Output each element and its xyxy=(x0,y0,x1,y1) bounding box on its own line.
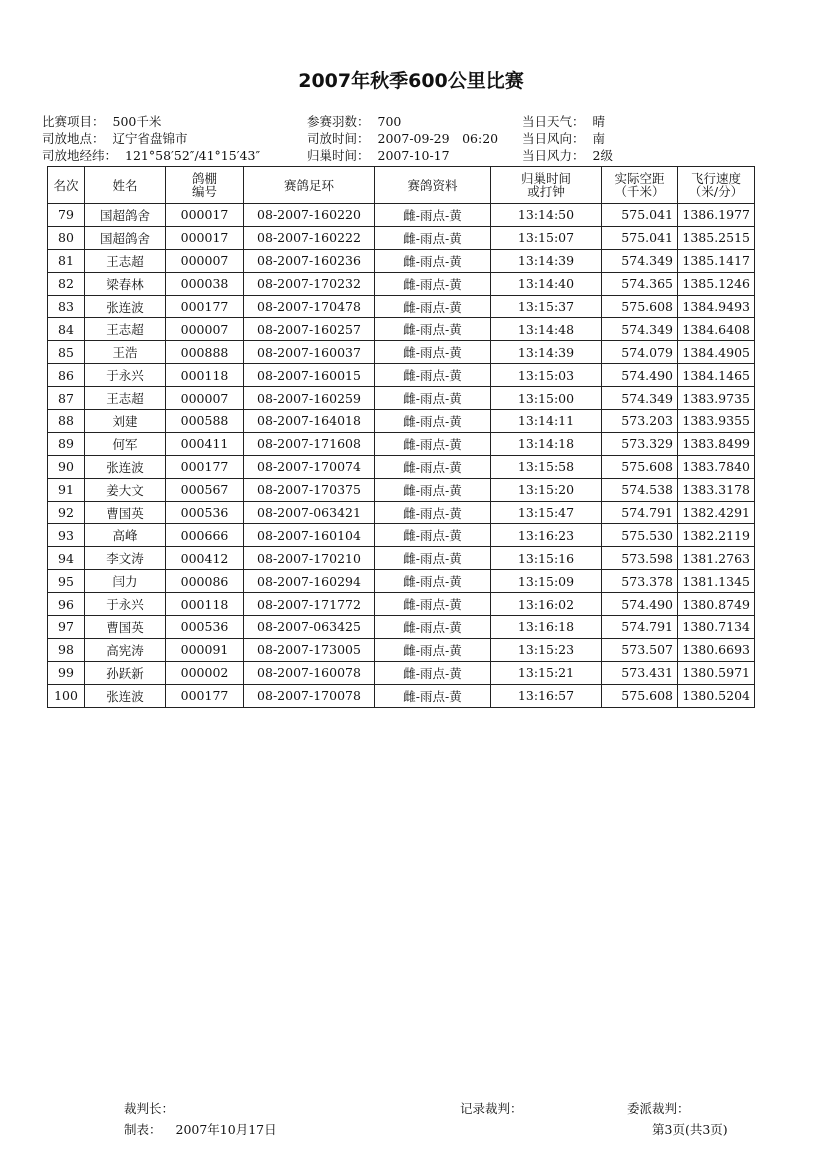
rank-cell: 92 xyxy=(48,501,85,524)
arrival-time-cell: 13:15:00 xyxy=(491,387,602,410)
table-row xyxy=(48,478,755,501)
table-row xyxy=(48,501,755,524)
bird-info-cell: 雌-雨点-黄 xyxy=(375,570,491,593)
bird-info-cell: 雌-雨点-黄 xyxy=(375,387,491,410)
table-row xyxy=(48,616,755,639)
arrival-time-cell: 13:15:07 xyxy=(491,226,602,249)
bird-info-cell: 雌-雨点-黄 xyxy=(375,204,491,227)
weather-info xyxy=(522,112,605,130)
rank-cell: 98 xyxy=(48,638,85,661)
table-row xyxy=(48,410,755,433)
arrival-time-cell: 13:14:39 xyxy=(491,249,602,272)
speed-cell: 1382.4291 xyxy=(678,501,755,524)
name-cell: 张连波 xyxy=(85,295,166,318)
name-cell: 张连波 xyxy=(85,684,166,707)
name-cell: 梁春林 xyxy=(85,272,166,295)
speed-cell: 1380.7134 xyxy=(678,616,755,639)
speed-cell: 1383.7840 xyxy=(678,455,755,478)
loft-id-cell: 000091 xyxy=(166,638,244,661)
distance-cell: 574.791 xyxy=(602,501,678,524)
table-row xyxy=(48,593,755,616)
speed-cell: 1381.2763 xyxy=(678,547,755,570)
name-cell: 王志超 xyxy=(85,249,166,272)
rank-cell: 80 xyxy=(48,226,85,249)
return-time-value: 2007-10-17 xyxy=(377,148,450,163)
name-cell: 高宪涛 xyxy=(85,638,166,661)
table-row xyxy=(48,570,755,593)
coords-value: 121°58′52″/41°15′43″ xyxy=(125,148,261,163)
weather-value: 晴 xyxy=(592,114,606,129)
results-table xyxy=(47,166,755,708)
speed-cell: 1380.6693 xyxy=(678,638,755,661)
table-row xyxy=(48,524,755,547)
distance-cell: 573.431 xyxy=(602,661,678,684)
name-cell: 于永兴 xyxy=(85,364,166,387)
bird-info-cell: 雌-雨点-黄 xyxy=(375,478,491,501)
distance-cell: 575.041 xyxy=(602,226,678,249)
ring-number-cell: 08-2007-171772 xyxy=(244,593,375,616)
ring-number-cell: 08-2007-170375 xyxy=(244,478,375,501)
arrival-time-cell: 13:15:37 xyxy=(491,295,602,318)
loft-id-cell: 000411 xyxy=(166,432,244,455)
arrival-time-cell: 13:14:39 xyxy=(491,341,602,364)
ring-number-cell: 08-2007-171608 xyxy=(244,432,375,455)
ring-number-cell: 08-2007-160257 xyxy=(244,318,375,341)
speed-cell: 1382.2119 xyxy=(678,524,755,547)
loft-id-cell: 000177 xyxy=(166,455,244,478)
entries-info xyxy=(307,112,401,130)
column-header: 赛鸽足环 xyxy=(244,167,375,204)
column-header: 鸽棚 编号 xyxy=(166,167,244,204)
bird-info-cell: 雌-雨点-黄 xyxy=(375,547,491,570)
name-cell: 高峰 xyxy=(85,524,166,547)
name-cell: 曹国英 xyxy=(85,616,166,639)
speed-cell: 1384.9493 xyxy=(678,295,755,318)
arrival-time-cell: 13:14:48 xyxy=(491,318,602,341)
table-row xyxy=(48,684,755,707)
speed-cell: 1383.9735 xyxy=(678,387,755,410)
wind-force-info xyxy=(522,146,613,164)
distance-cell: 573.507 xyxy=(602,638,678,661)
loft-id-cell: 000888 xyxy=(166,341,244,364)
rank-cell: 79 xyxy=(48,204,85,227)
bird-info-cell: 雌-雨点-黄 xyxy=(375,272,491,295)
column-header: 实际空距 （千米） xyxy=(602,167,678,204)
ring-number-cell: 08-2007-063421 xyxy=(244,501,375,524)
bird-info-cell: 雌-雨点-黄 xyxy=(375,524,491,547)
distance-cell: 574.791 xyxy=(602,616,678,639)
ring-number-cell: 08-2007-160220 xyxy=(244,204,375,227)
arrival-time-cell: 13:16:23 xyxy=(491,524,602,547)
rank-cell: 83 xyxy=(48,295,85,318)
wind-dir-value: 南 xyxy=(592,131,606,146)
arrival-time-cell: 13:15:21 xyxy=(491,661,602,684)
entries-label: 参赛羽数： xyxy=(307,114,370,129)
loft-id-cell: 000567 xyxy=(166,478,244,501)
ring-number-cell: 08-2007-160222 xyxy=(244,226,375,249)
bird-info-cell: 雌-雨点-黄 xyxy=(375,249,491,272)
rank-cell: 96 xyxy=(48,593,85,616)
recorder-referee-label: 记录裁判： xyxy=(460,1101,523,1116)
loft-id-cell: 000588 xyxy=(166,410,244,433)
distance-cell: 575.608 xyxy=(602,455,678,478)
name-cell: 闫力 xyxy=(85,570,166,593)
distance-cell: 575.608 xyxy=(602,684,678,707)
wind-dir-label: 当日风向： xyxy=(522,131,585,146)
release-time-value: 2007-09-29 06:20 xyxy=(377,131,499,146)
distance-cell: 574.365 xyxy=(602,272,678,295)
distance-cell: 574.079 xyxy=(602,341,678,364)
name-cell: 曹国英 xyxy=(85,501,166,524)
ring-number-cell: 08-2007-170074 xyxy=(244,455,375,478)
loft-id-cell: 000177 xyxy=(166,295,244,318)
name-cell: 国超鸽舍 xyxy=(85,226,166,249)
name-cell: 姜大文 xyxy=(85,478,166,501)
column-header: 赛鸽资料 xyxy=(375,167,491,204)
loft-id-cell: 000086 xyxy=(166,570,244,593)
column-header: 名次 xyxy=(48,167,85,204)
coords-label: 司放地经纬： xyxy=(42,148,118,163)
bird-info-cell: 雌-雨点-黄 xyxy=(375,226,491,249)
name-cell: 李文涛 xyxy=(85,547,166,570)
loft-id-cell: 000536 xyxy=(166,616,244,639)
arrival-time-cell: 13:15:23 xyxy=(491,638,602,661)
rank-cell: 90 xyxy=(48,455,85,478)
ring-number-cell: 08-2007-173005 xyxy=(244,638,375,661)
table-row xyxy=(48,364,755,387)
distance-cell: 574.490 xyxy=(602,364,678,387)
release-site-info xyxy=(42,129,188,147)
rank-cell: 89 xyxy=(48,432,85,455)
bird-info-cell: 雌-雨点-黄 xyxy=(375,432,491,455)
distance-cell: 574.349 xyxy=(602,318,678,341)
results-table-head xyxy=(48,167,755,204)
arrival-time-cell: 13:15:16 xyxy=(491,547,602,570)
ring-number-cell: 08-2007-170478 xyxy=(244,295,375,318)
release-site-label: 司放地点： xyxy=(42,131,105,146)
column-header: 飞行速度 （米/分） xyxy=(678,167,755,204)
chief-referee-label: 裁判长： xyxy=(124,1101,175,1116)
rank-cell: 88 xyxy=(48,410,85,433)
arrival-time-cell: 13:15:09 xyxy=(491,570,602,593)
ring-number-cell: 08-2007-160259 xyxy=(244,387,375,410)
bird-info-cell: 雌-雨点-黄 xyxy=(375,684,491,707)
loft-id-cell: 000017 xyxy=(166,204,244,227)
arrival-time-cell: 13:14:40 xyxy=(491,272,602,295)
speed-cell: 1383.3178 xyxy=(678,478,755,501)
distance-cell: 574.349 xyxy=(602,249,678,272)
table-row xyxy=(48,341,755,364)
rank-cell: 93 xyxy=(48,524,85,547)
table-row xyxy=(48,226,755,249)
speed-cell: 1383.9355 xyxy=(678,410,755,433)
made-date: 2007年10月17日 xyxy=(175,1122,277,1137)
speed-cell: 1385.2515 xyxy=(678,226,755,249)
bird-info-cell: 雌-雨点-黄 xyxy=(375,295,491,318)
bird-info-cell: 雌-雨点-黄 xyxy=(375,455,491,478)
name-cell: 何军 xyxy=(85,432,166,455)
speed-cell: 1384.1465 xyxy=(678,364,755,387)
bird-info-cell: 雌-雨点-黄 xyxy=(375,318,491,341)
distance-cell: 575.608 xyxy=(602,295,678,318)
arrival-time-cell: 13:15:20 xyxy=(491,478,602,501)
loft-id-cell: 000177 xyxy=(166,684,244,707)
arrival-time-cell: 13:15:58 xyxy=(491,455,602,478)
table-row xyxy=(48,204,755,227)
loft-id-cell: 000017 xyxy=(166,226,244,249)
ring-number-cell: 08-2007-160078 xyxy=(244,661,375,684)
arrival-time-cell: 13:16:57 xyxy=(491,684,602,707)
table-row xyxy=(48,387,755,410)
loft-id-cell: 000118 xyxy=(166,364,244,387)
table-row xyxy=(48,249,755,272)
weather-label: 当日天气： xyxy=(522,114,585,129)
name-cell: 张连波 xyxy=(85,455,166,478)
name-cell: 王志超 xyxy=(85,318,166,341)
name-cell: 孙跃新 xyxy=(85,661,166,684)
loft-id-cell: 000007 xyxy=(166,249,244,272)
table-row xyxy=(48,318,755,341)
speed-cell: 1384.4905 xyxy=(678,341,755,364)
distance-cell: 575.530 xyxy=(602,524,678,547)
rank-cell: 85 xyxy=(48,341,85,364)
table-row xyxy=(48,455,755,478)
arrival-time-cell: 13:14:18 xyxy=(491,432,602,455)
entries-value: 700 xyxy=(377,114,402,129)
column-header: 归巢时间 或打钟 xyxy=(491,167,602,204)
bird-info-cell: 雌-雨点-黄 xyxy=(375,661,491,684)
arrival-time-cell: 13:16:02 xyxy=(491,593,602,616)
ring-number-cell: 08-2007-170078 xyxy=(244,684,375,707)
loft-id-cell: 000038 xyxy=(166,272,244,295)
loft-id-cell: 000002 xyxy=(166,661,244,684)
distance-cell: 574.349 xyxy=(602,387,678,410)
speed-cell: 1380.5204 xyxy=(678,684,755,707)
coords-info xyxy=(42,146,260,164)
speed-cell: 1381.1345 xyxy=(678,570,755,593)
distance-cell: 573.598 xyxy=(602,547,678,570)
return-time-label: 归巢时间： xyxy=(307,148,370,163)
arrival-time-cell: 13:14:11 xyxy=(491,410,602,433)
distance-cell: 575.041 xyxy=(602,204,678,227)
table-row xyxy=(48,661,755,684)
made-by xyxy=(124,1120,277,1138)
loft-id-cell: 000536 xyxy=(166,501,244,524)
table-row xyxy=(48,272,755,295)
ring-number-cell: 08-2007-170210 xyxy=(244,547,375,570)
arrival-time-cell: 13:15:03 xyxy=(491,364,602,387)
table-row xyxy=(48,432,755,455)
column-header: 姓名 xyxy=(85,167,166,204)
bird-info-cell: 雌-雨点-黄 xyxy=(375,501,491,524)
bird-info-cell: 雌-雨点-黄 xyxy=(375,410,491,433)
wind-force-label: 当日风力： xyxy=(522,148,585,163)
name-cell: 王志超 xyxy=(85,387,166,410)
release-site-value: 辽宁省盘锦市 xyxy=(112,131,188,146)
rank-cell: 95 xyxy=(48,570,85,593)
rank-cell: 97 xyxy=(48,616,85,639)
name-cell: 刘建 xyxy=(85,410,166,433)
loft-id-cell: 000666 xyxy=(166,524,244,547)
ring-number-cell: 08-2007-160015 xyxy=(244,364,375,387)
loft-id-cell: 000118 xyxy=(166,593,244,616)
bird-info-cell: 雌-雨点-黄 xyxy=(375,593,491,616)
page-title: 2007年秋季600公里比赛 xyxy=(298,70,524,92)
assigned-referee-label: 委派裁判： xyxy=(627,1101,690,1116)
header-row xyxy=(48,167,755,204)
speed-cell: 1385.1246 xyxy=(678,272,755,295)
distance-cell: 574.490 xyxy=(602,593,678,616)
rank-cell: 99 xyxy=(48,661,85,684)
rank-cell: 84 xyxy=(48,318,85,341)
table-row xyxy=(48,638,755,661)
race-item-value: 500千米 xyxy=(112,114,162,129)
rank-cell: 86 xyxy=(48,364,85,387)
distance-cell: 573.378 xyxy=(602,570,678,593)
name-cell: 于永兴 xyxy=(85,593,166,616)
page-info: 第3页(共3页) xyxy=(652,1122,728,1137)
distance-cell: 574.538 xyxy=(602,478,678,501)
rank-cell: 100 xyxy=(48,684,85,707)
ring-number-cell: 08-2007-160037 xyxy=(244,341,375,364)
bird-info-cell: 雌-雨点-黄 xyxy=(375,341,491,364)
rank-cell: 94 xyxy=(48,547,85,570)
arrival-time-cell: 13:16:18 xyxy=(491,616,602,639)
rank-cell: 91 xyxy=(48,478,85,501)
ring-number-cell: 08-2007-160236 xyxy=(244,249,375,272)
speed-cell: 1386.1977 xyxy=(678,204,755,227)
results-table-body xyxy=(48,204,755,708)
ring-number-cell: 08-2007-170232 xyxy=(244,272,375,295)
ring-number-cell: 08-2007-063425 xyxy=(244,616,375,639)
ring-number-cell: 08-2007-164018 xyxy=(244,410,375,433)
speed-cell: 1384.6408 xyxy=(678,318,755,341)
rank-cell: 82 xyxy=(48,272,85,295)
wind-force-value: 2级 xyxy=(592,148,613,163)
name-cell: 国超鸽舍 xyxy=(85,204,166,227)
loft-id-cell: 000007 xyxy=(166,387,244,410)
speed-cell: 1385.1417 xyxy=(678,249,755,272)
speed-cell: 1383.8499 xyxy=(678,432,755,455)
ring-number-cell: 08-2007-160104 xyxy=(244,524,375,547)
loft-id-cell: 000007 xyxy=(166,318,244,341)
release-time-label: 司放时间： xyxy=(307,131,370,146)
name-cell: 王浩 xyxy=(85,341,166,364)
arrival-time-cell: 13:14:50 xyxy=(491,204,602,227)
arrival-time-cell: 13:15:47 xyxy=(491,501,602,524)
table-row xyxy=(48,295,755,318)
ring-number-cell: 08-2007-160294 xyxy=(244,570,375,593)
distance-cell: 573.329 xyxy=(602,432,678,455)
bird-info-cell: 雌-雨点-黄 xyxy=(375,638,491,661)
bird-info-cell: 雌-雨点-黄 xyxy=(375,616,491,639)
table-row xyxy=(48,547,755,570)
distance-cell: 573.203 xyxy=(602,410,678,433)
rank-cell: 87 xyxy=(48,387,85,410)
return-time-info xyxy=(307,146,450,164)
race-item-info xyxy=(42,112,161,130)
made-label: 制表： xyxy=(124,1122,162,1137)
speed-cell: 1380.8749 xyxy=(678,593,755,616)
race-item-label: 比赛项目： xyxy=(42,114,105,129)
loft-id-cell: 000412 xyxy=(166,547,244,570)
bird-info-cell: 雌-雨点-黄 xyxy=(375,364,491,387)
speed-cell: 1380.5971 xyxy=(678,661,755,684)
rank-cell: 81 xyxy=(48,249,85,272)
release-time-info xyxy=(307,129,498,147)
wind-dir-info xyxy=(522,129,605,147)
